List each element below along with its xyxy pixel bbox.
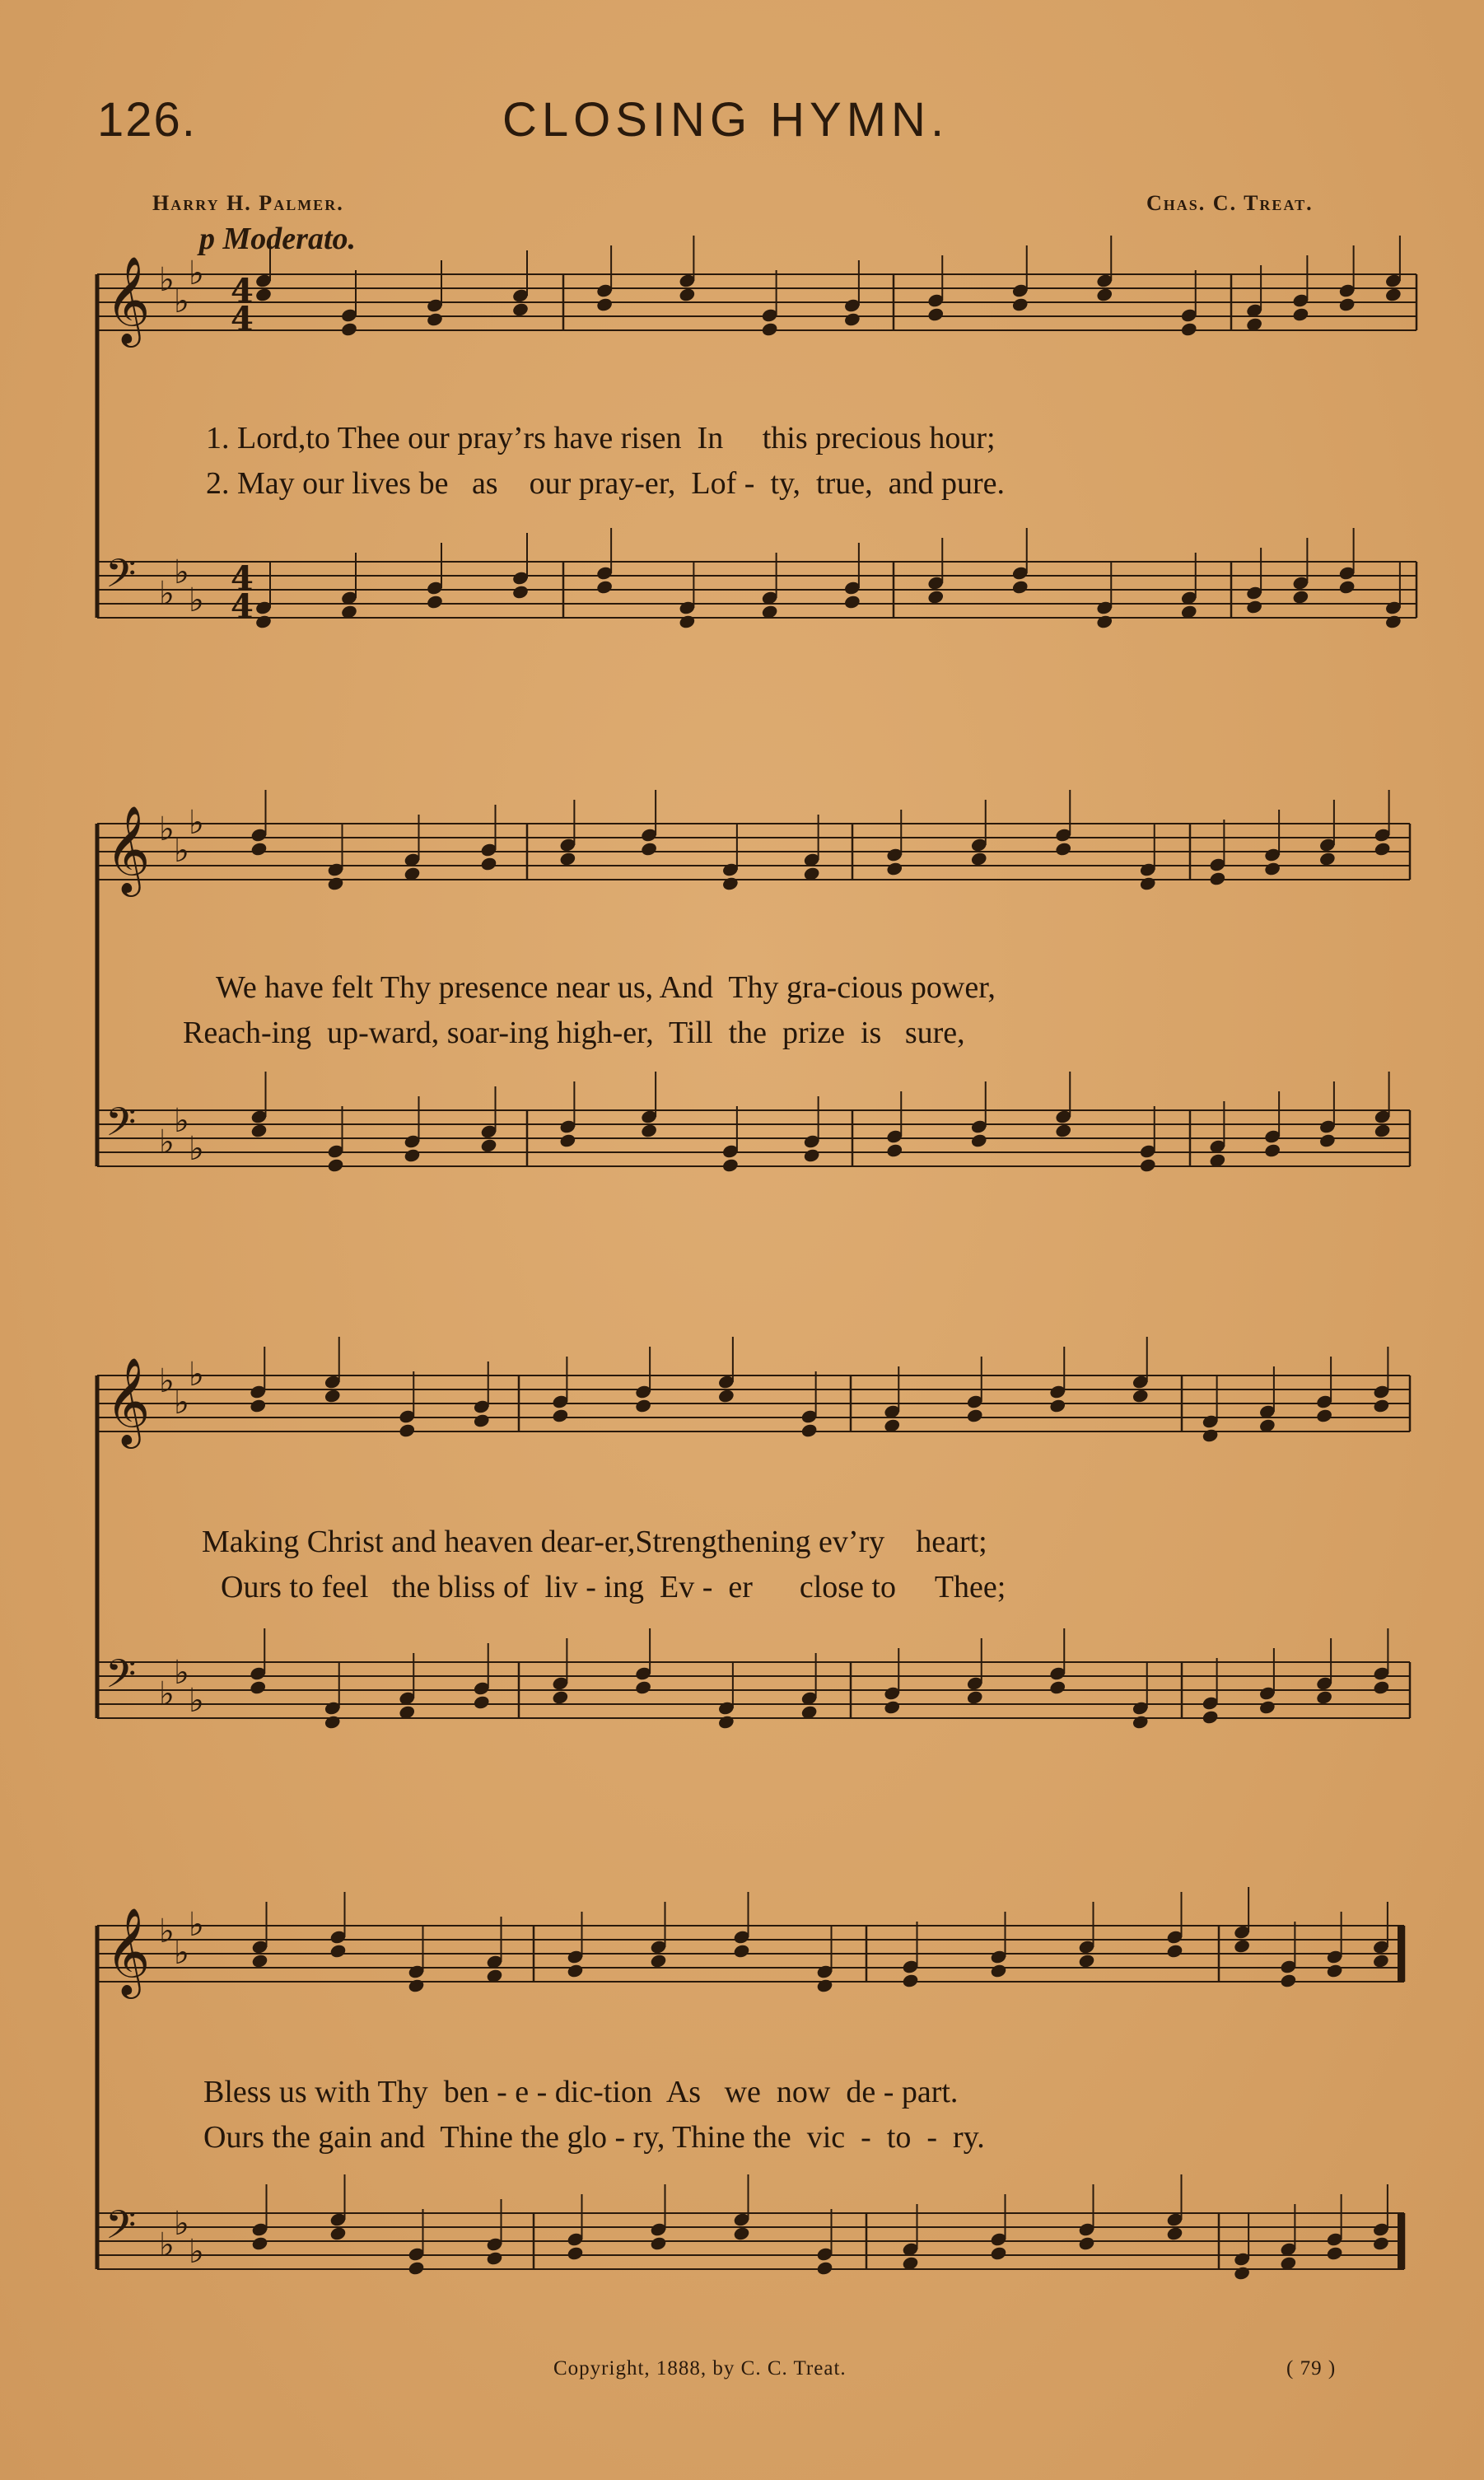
notehead [254, 614, 273, 629]
time-signature-top: 4 [231, 272, 254, 311]
notehead [650, 2235, 668, 2251]
notehead [970, 1133, 988, 1148]
flat-sign: ♭ [159, 1913, 175, 1950]
notehead [1326, 1963, 1344, 1978]
flat-sign: ♭ [189, 1130, 204, 1168]
notehead [1245, 599, 1263, 614]
notehead [249, 1398, 267, 1413]
lyric-line-4-verse-1: Bless us with Thy ben - e - dic-tion As we now de - part. [203, 2075, 959, 2109]
notehead [885, 1142, 903, 1158]
notehead [1095, 287, 1113, 302]
time-signature-top: 4 [231, 559, 254, 598]
notehead [1326, 2245, 1344, 2261]
notehead [511, 584, 530, 600]
flat-sign: ♭ [174, 832, 189, 870]
copyright-notice: Copyright, 1888, by C. C. Treat. [553, 2357, 847, 2380]
notehead [1263, 861, 1281, 876]
notehead [552, 1689, 570, 1705]
notehead [926, 589, 945, 605]
lyric-line-4-verse-2: Ours the gain and Thine the glo - ry, Thine the vic - to - ry. [203, 2120, 985, 2155]
flat-sign: ♭ [174, 553, 189, 591]
notehead [327, 1157, 345, 1173]
notehead [559, 851, 577, 866]
flat-sign: ♭ [189, 2233, 204, 2271]
flat-sign: ♭ [174, 1654, 189, 1692]
notehead [990, 1963, 1008, 1978]
treble-clef: 𝄞 [105, 1907, 151, 1995]
notehead [843, 311, 861, 327]
tempo-marking: p Moderato. [199, 222, 356, 256]
notehead [486, 2250, 504, 2266]
notehead [640, 841, 658, 857]
notehead [717, 1388, 735, 1403]
notehead [1202, 1709, 1220, 1725]
notehead [1258, 1699, 1276, 1715]
notehead [1048, 1679, 1066, 1695]
bass-clef: 𝄢 [105, 1651, 137, 1707]
flat-sign: ♭ [174, 1934, 189, 1972]
notehead [1372, 1953, 1390, 1969]
notehead [327, 876, 345, 891]
notehead [404, 1147, 422, 1163]
notehead [634, 1679, 652, 1695]
flat-sign: ♭ [159, 575, 175, 613]
notehead [567, 2245, 585, 2261]
final-barline [1398, 1926, 1404, 1982]
notehead [1280, 1973, 1298, 1988]
notehead [1132, 1714, 1150, 1730]
notehead [816, 2260, 834, 2276]
notehead [552, 1408, 570, 1423]
notehead [1374, 1123, 1392, 1138]
notehead [249, 1679, 267, 1695]
notehead [250, 841, 268, 857]
notehead [902, 1973, 920, 1988]
lyric-line-2-verse-2: Reach-ing up-ward, soar-ing high-er, Till the prize is sure, [183, 1016, 965, 1050]
notehead [480, 1137, 498, 1153]
notehead [426, 594, 444, 609]
notehead [329, 2225, 348, 2241]
treble-clef: 𝄞 [105, 805, 151, 893]
notehead [1315, 1408, 1333, 1423]
notehead [733, 1943, 751, 1959]
notehead [1372, 2235, 1390, 2251]
lyric-line-3-verse-1: Making Christ and heaven dear-er,Strengthening ev’ry heart; [202, 1525, 987, 1559]
notehead [679, 614, 697, 629]
notes [249, 236, 1402, 2282]
author-credit: Harry H. Palmer. [152, 191, 344, 215]
notehead [511, 301, 530, 317]
notehead [800, 1422, 819, 1438]
notehead [640, 1123, 658, 1138]
time-signature-bottom: 4 [231, 300, 254, 339]
notehead [966, 1408, 984, 1423]
flat-sign: ♭ [159, 261, 175, 299]
flat-sign: ♭ [189, 1906, 204, 1944]
notehead [1384, 287, 1402, 302]
notehead [1373, 1398, 1391, 1413]
notehead [480, 856, 498, 871]
notehead [721, 876, 740, 891]
notehead [1233, 2265, 1251, 2281]
notehead [634, 1398, 652, 1413]
notehead [970, 851, 988, 866]
notehead [721, 1157, 740, 1173]
notehead [1078, 2235, 1096, 2251]
notehead [1384, 614, 1402, 629]
notehead [1132, 1388, 1150, 1403]
notehead [567, 1963, 585, 1978]
notehead [1318, 851, 1337, 866]
notehead [595, 297, 614, 312]
final-barline [1398, 2213, 1404, 2269]
bass-clef: 𝄢 [105, 1099, 137, 1155]
flat-sign: ♭ [174, 283, 189, 320]
notehead [1166, 2225, 1184, 2241]
notehead [679, 287, 697, 302]
notehead [1139, 876, 1157, 891]
flat-sign: ♭ [159, 1675, 175, 1713]
flat-sign: ♭ [174, 2205, 189, 2243]
notehead [324, 1388, 342, 1403]
flat-sign: ♭ [189, 255, 204, 292]
hymn-title: CLOSING HYMN. [502, 93, 950, 147]
notehead [816, 1978, 834, 1993]
notehead [990, 2245, 1008, 2261]
notehead [1263, 1142, 1281, 1158]
notehead [1095, 614, 1113, 629]
notehead [926, 306, 945, 322]
notehead [1338, 579, 1356, 595]
bass-clef: 𝄢 [105, 2202, 137, 2258]
notehead [1292, 589, 1310, 605]
notehead [595, 579, 614, 595]
notehead [251, 1953, 269, 1969]
notehead [398, 1422, 416, 1438]
treble-clef: 𝄞 [105, 1357, 151, 1445]
page-number: ( 79 ) [1286, 2357, 1337, 2380]
flat-sign: ♭ [159, 2226, 175, 2264]
notehead [1011, 297, 1029, 312]
notehead [408, 2260, 426, 2276]
notehead [717, 1714, 735, 1730]
notehead [473, 1694, 491, 1710]
time-signature-bottom: 4 [231, 587, 254, 626]
notehead [883, 1699, 901, 1715]
flat-sign: ♭ [174, 1102, 189, 1140]
composer-credit: Chas. C. Treat. [1146, 191, 1314, 215]
flat-sign: ♭ [189, 1682, 204, 1720]
flat-sign: ♭ [189, 804, 204, 842]
notehead [1180, 321, 1198, 337]
bass-clef: 𝄢 [105, 550, 137, 606]
flat-sign: ♭ [159, 1123, 175, 1161]
staff-lines [97, 255, 1416, 2271]
lyric-line-2-verse-1: We have felt Thy presence near us, And Thy gra-cious power, [216, 970, 996, 1005]
notehead [329, 1943, 348, 1959]
flat-sign: ♭ [174, 1384, 189, 1422]
lyric-line-3-verse-2: Ours to feel the bliss of liv - ing Ev - er close to Thee; [221, 1570, 1006, 1604]
notehead [650, 1953, 668, 1969]
notehead [408, 1978, 426, 1993]
notehead [1318, 1133, 1337, 1148]
notehead [885, 861, 903, 876]
notehead [1292, 306, 1310, 322]
notehead [1233, 1938, 1251, 1954]
flat-sign: ♭ [189, 581, 204, 619]
notehead [761, 321, 779, 337]
notehead [426, 311, 444, 327]
notehead [1139, 1157, 1157, 1173]
notehead [1202, 1427, 1220, 1443]
notehead [966, 1689, 984, 1705]
lyric-line-1-verse-1: 1. Lord,to Thee our pray’rs have risen In this precious hour; [206, 421, 996, 455]
flat-sign: ♭ [189, 1356, 204, 1394]
notehead [803, 1147, 821, 1163]
notehead [473, 1413, 491, 1428]
notehead [1209, 871, 1227, 886]
flat-sign: ♭ [159, 1362, 175, 1400]
notehead [1054, 841, 1072, 857]
notehead [1048, 1398, 1066, 1413]
notehead [843, 594, 861, 609]
notehead [1338, 297, 1356, 312]
notehead [1011, 579, 1029, 595]
flat-sign: ♭ [159, 810, 175, 848]
notehead [1166, 1943, 1184, 1959]
notehead [324, 1714, 342, 1730]
notehead [1374, 841, 1392, 857]
lyric-line-1-verse-2: 2. May our lives be as our pray-er, Lof - ty, true, and pure. [206, 466, 1006, 501]
notehead [1373, 1679, 1391, 1695]
notehead [251, 2235, 269, 2251]
hymn-number: 126. [97, 93, 197, 147]
notehead [1054, 1123, 1072, 1138]
notehead [340, 321, 358, 337]
notehead [254, 287, 273, 302]
notehead [559, 1133, 577, 1148]
notehead [733, 2225, 751, 2241]
notehead [1315, 1689, 1333, 1705]
notehead [250, 1123, 268, 1138]
notehead [1078, 1953, 1096, 1969]
treble-clef: 𝄞 [105, 255, 151, 343]
